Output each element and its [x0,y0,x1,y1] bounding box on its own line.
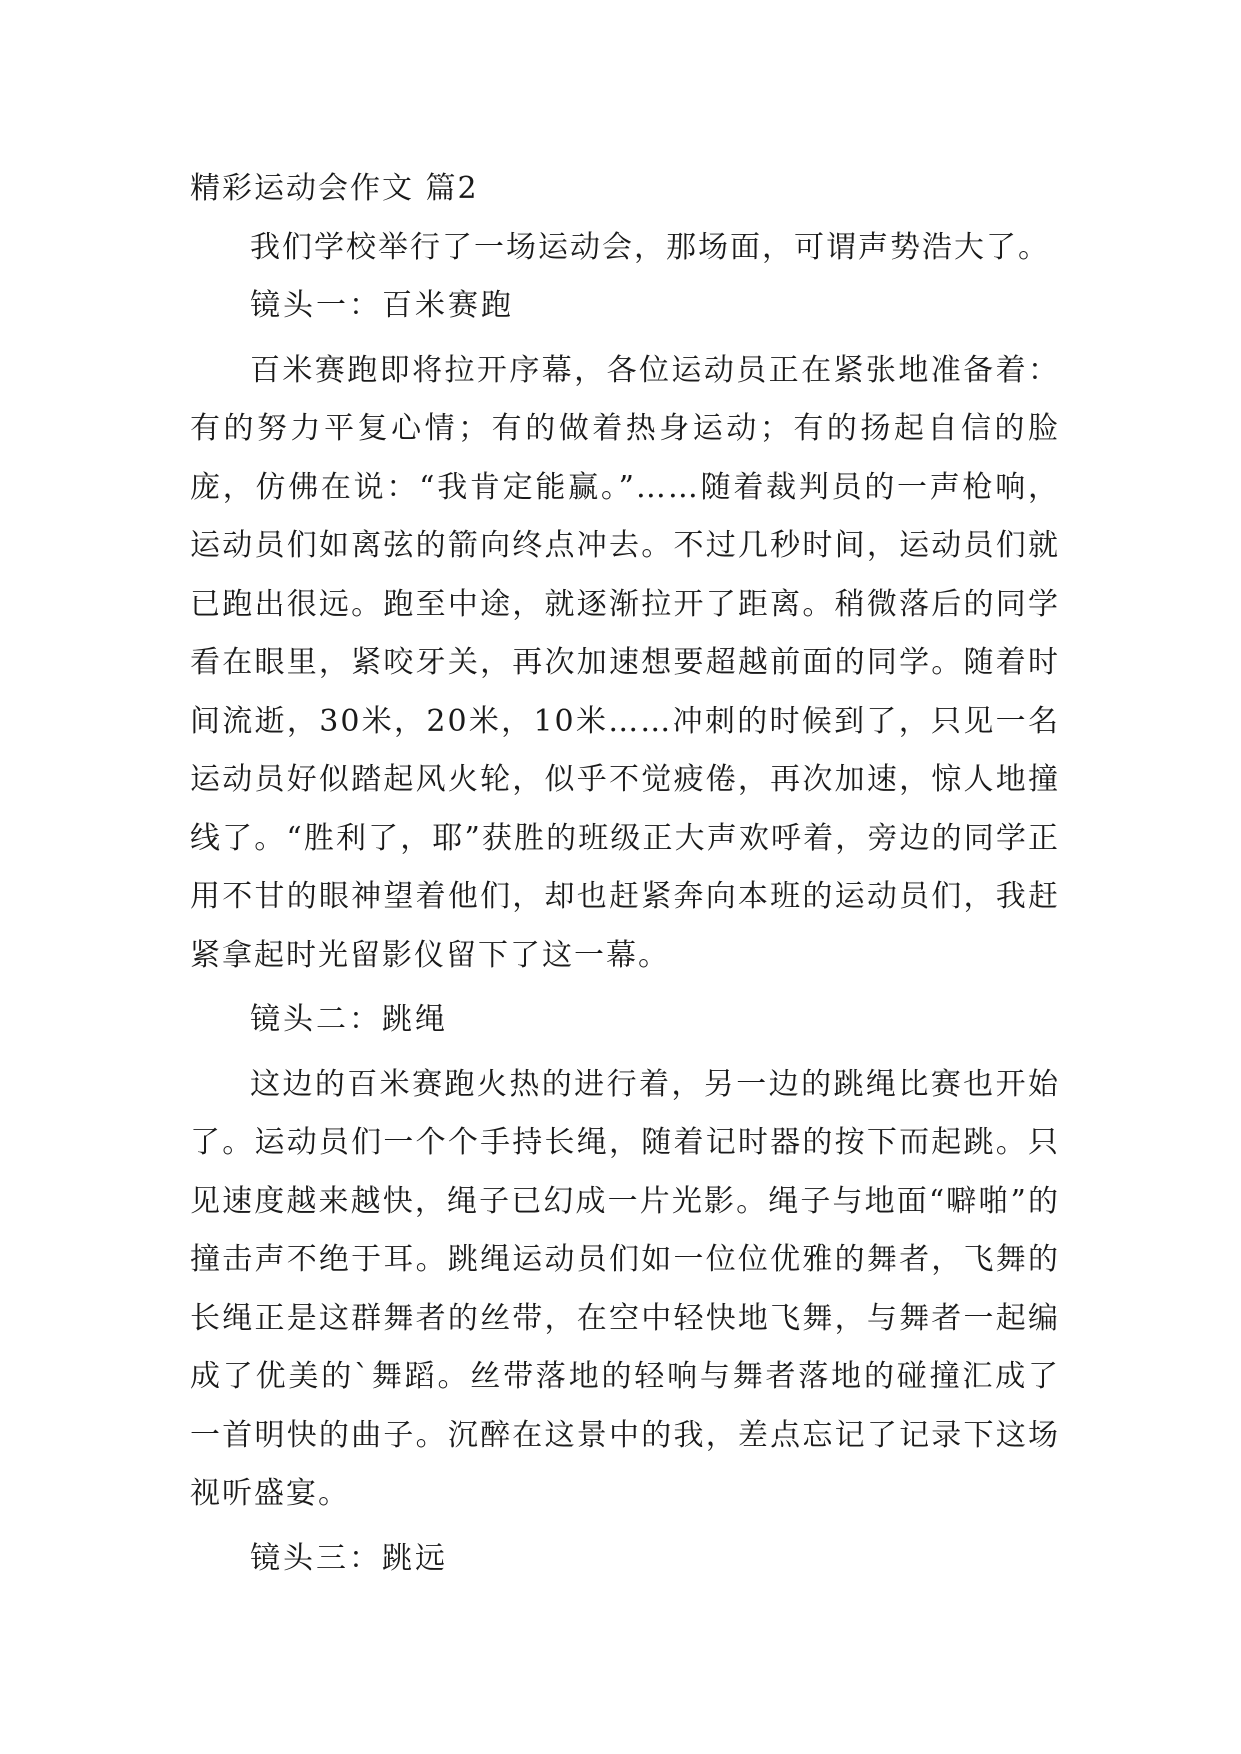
section-heading-2: 镜头二：跳绳 [250,1002,448,1037]
section-heading-3: 镜头三：跳远 [250,1540,448,1576]
document-title: 精彩运动会作文 篇2 [190,171,479,206]
intro-paragraph: 我们学校举行了一场运动会，那场面，可谓声势浩大了。 [250,229,1050,265]
section-body-2: 这边的百米赛跑火热的进行着，另一边的跳绳比赛也开始了。运动员们一个个手持长绳，随着记时器的按下而起跳。只见速度越来越快，绳子已幻成一片光影。绳子与地面“噼啪”的撞击声不绝于耳。跳绳运动员们如一位位优雅的舞者，飞舞的长绳正是这群舞者的丝带，在空中轻快地飞舞，与舞者一起编成了优美的`舞蹈。丝带落地的轻响与舞者落地的碰撞汇成了一首明快的曲子。沉醉在这景中的我，差点忘记了记录下这场视听盛宴。 [190,1066,1060,1511]
document-page [190,160,1060,1588]
section-body-1: 百米赛跑即将拉开序幕，各位运动员正在紧张地准备着：有的努力平复心情；有的做着热身运动；有的扬起自信的脸庞，仿佛在说：“我肯定能赢。”……随着裁判员的一声枪响，运动员们如离弦的箭向终点冲去。不过几秒时间，运动员们就已跑出很远。跑至中途，就逐渐拉开了距离。稍微落后的同学看在眼里，紧咬牙关，再次加速想要超越前面的同学。随着时间流逝，30米，20米，10米……冲刺的时候到了，只见一名运动员好似踏起风火轮，似乎不觉疲倦，再次加速，惊人地撞线了。“胜利了，耶”获胜的班级正大声欢呼着，旁边的同学正用不甘的眼神望着他们，却也赶紧奔向本班的运动员们，我赶紧拿起时光留影仪留下了这一幕。 [190,352,1060,973]
section-heading-1: 镜头一：百米赛跑 [250,288,514,323]
